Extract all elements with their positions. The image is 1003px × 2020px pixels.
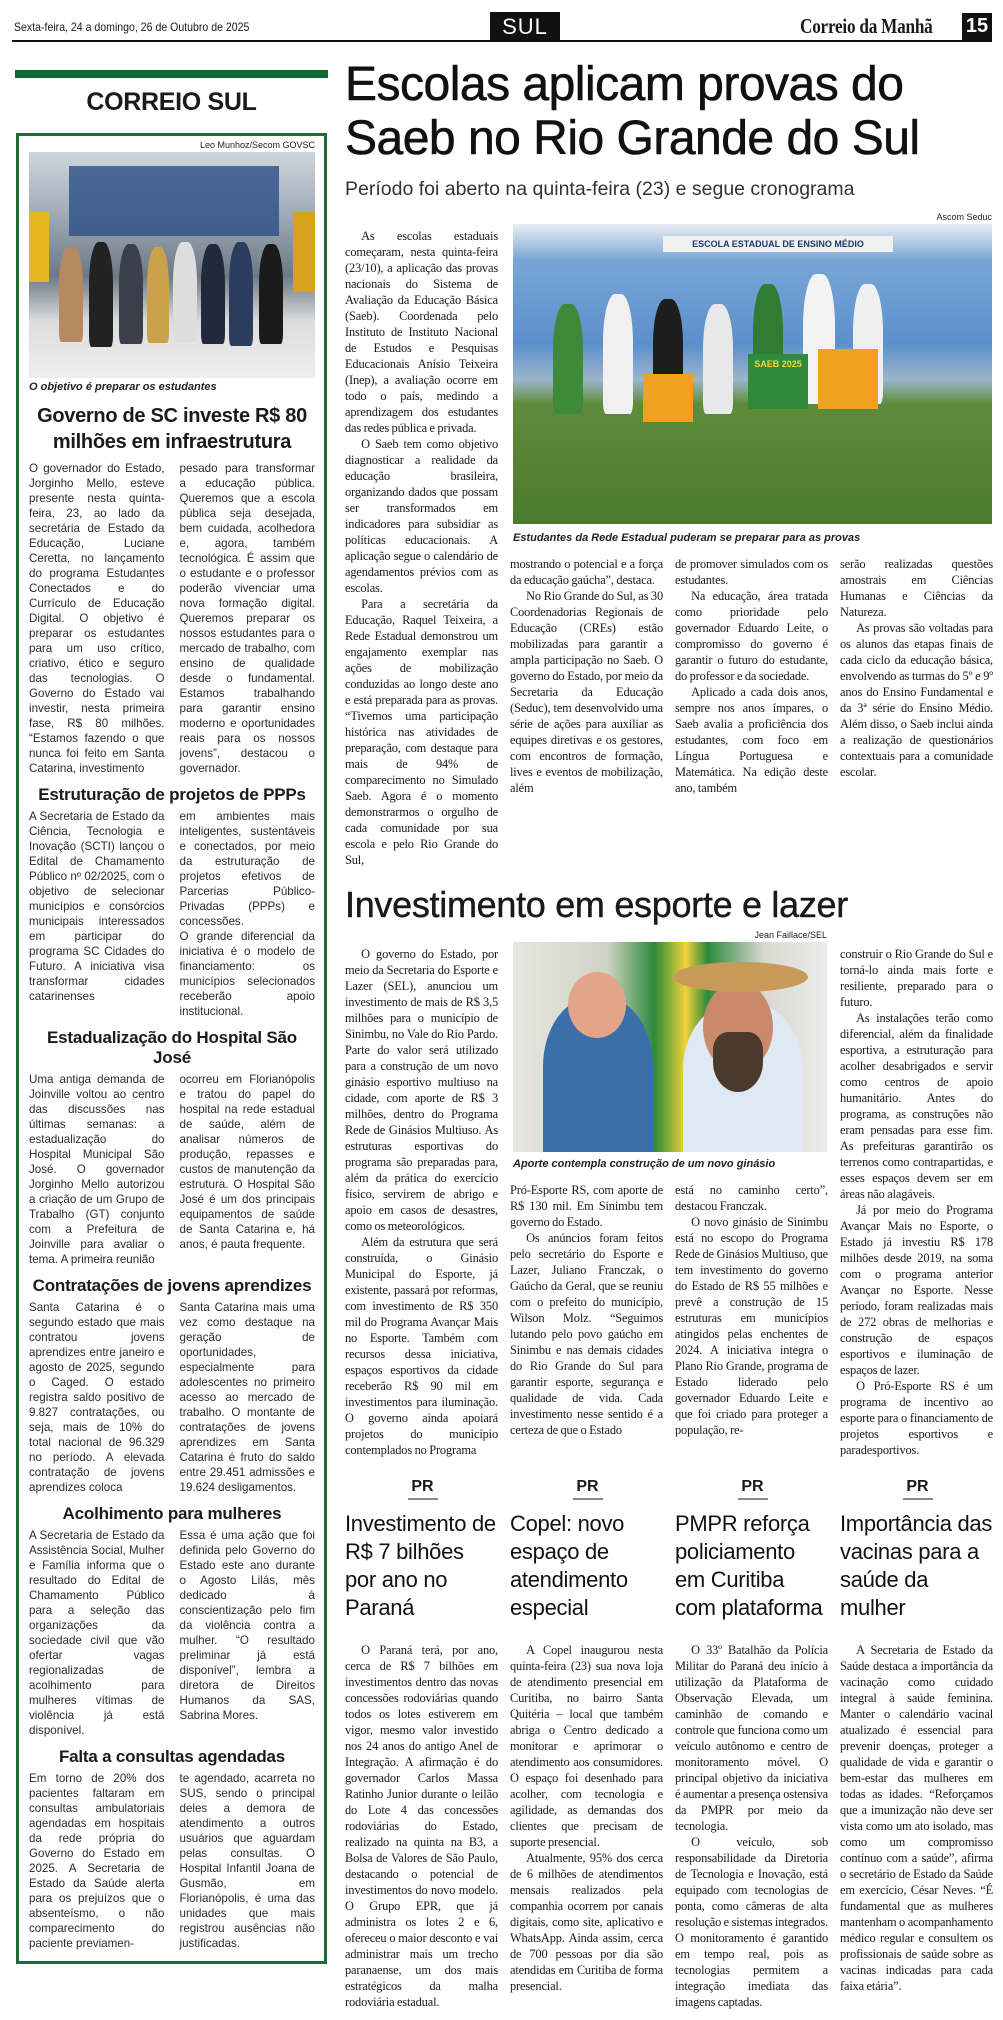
paragraph: mostrando o potencial e a força da educação gaúcha”, destaca.	[510, 557, 663, 587]
saeb-poster: SAEB 2025	[748, 354, 808, 409]
paragraph: serão realizadas questões amostrais em Ciências Humanas e Ciências da Natureza.	[840, 557, 993, 619]
school-sign: ESCOLA ESTADUAL DE ENSINO MÉDIO	[663, 236, 893, 252]
pr-brief	[345, 1478, 500, 2010]
text-column	[29, 461, 165, 776]
brief-body	[29, 1300, 315, 1495]
photo-credit: Jean Faillace/SEL	[754, 930, 827, 940]
article-column	[510, 1182, 663, 1438]
paragraph: Santa Catarina mais uma vez como destaque na geração de oportunidades, especialmente para adolescentes no primeiro acesso ao mercado de trabalho. O montante de contratações de jovens aprendizes em Santa Catarina é fruto do saldo entre 29.451 admissões e 19.624 desligamentos.	[179, 1301, 315, 1494]
sidebar-title: CORREIO SUL	[86, 88, 257, 116]
paragraph: O veículo, sob responsabilidade da Diretoria de Tecnologia e Inovação, está equipado com tecnologias de ponta, como câmeras de alta resolução e sistemas integrados. O monitoramento é garantido em tempo real, pois as tecnologias permitem a integração imediata das imagens captadas.	[675, 1835, 828, 2009]
paragraph: O novo ginásio de Sinimbu está no escopo do Programa Rede de Ginásios Multiuso, que tem investimento do governo do Estado de R$ 55 milhões e prevê a construção de 15 estruturas em municípios atingidos pelas enchentes de 2024. A iniciativa integra o Plano Rio Grande, programa de Estado liderado pelo governador Eduardo Leite e que foi criado para proteger a população, re-	[675, 1215, 828, 1437]
paragraph: está no caminho certo”, destacou Franczak.	[675, 1183, 828, 1213]
brief-title: Importância das vacinas para a saúde da mulher	[840, 1511, 993, 1620]
text-column	[180, 809, 316, 1019]
main-headline: Escolas aplicam provas do Saeb no Rio Grande do Sul	[345, 58, 920, 165]
paragraph: No Rio Grande do Sul, as 30 Coordenadorias Regionais de Educação (CREs) estão mobilizadas para garantir a ampla participação no Saeb. O governo do Estado, por meio da Secretaria da Educação (Seduc), tem desenvolvido uma série de ações para auxiliar as equipes diretivas e os gestores, com encontros de formação, lives e eventos de mobilização, além	[510, 589, 663, 795]
sport-headline: Investimento em esporte e lazer	[345, 884, 848, 925]
state-tag: PR	[573, 1478, 603, 1500]
page-number: 15	[962, 13, 992, 40]
paragraph: ocorreu em Florianópolis e tratou do papel do hospital na rede estadual de saúde, além de analisar números de produção, repasses e custos de manutenção da estrutura. O Hospital São José é um dos principais equipamentos de saúde de Santa Catarina e, há anos, é pauta frequente.	[179, 1073, 315, 1251]
brief-heading: Estruturação de projetos de PPPs	[38, 785, 306, 804]
state-tag: PR	[408, 1478, 438, 1500]
paragraph: Essa é uma ação que foi definida pelo Governo do Estado este ano durante o Agosto Lilás, mês dedicado à conscientização pelo fim da violência contra a mulher. “O resultado preliminar já está disponível”, lembra a diretora de Direitos Humanos da SAS, Sabrina Mores.	[179, 1529, 315, 1722]
text-column	[29, 809, 165, 1019]
correio-sul-box	[16, 133, 327, 1964]
article-column	[345, 228, 498, 868]
main-subtitle: Período foi aberto na quinta-feira (23) e segue cronograma	[345, 178, 855, 200]
article-column	[510, 556, 663, 796]
text-column	[180, 1300, 316, 1495]
article-column	[840, 1642, 993, 1994]
paragraph: O Pró-Esporte RS é um programa de incentivo ao esporte para o financiamento de projetos esportivos e paradesportivos.	[840, 1379, 993, 1457]
paragraph: Uma antiga demanda de Joinville voltou ao centro das discussões nas últimas semanas: a estadualização do Hospital Municipal São José. O governador Jorginho Mello autorizou a criação de um Grupo de Trabalho (GT) conjunto com a Prefeitura de Joinville para avaliar o tema. A primeira reunião	[29, 1073, 165, 1266]
paragraph: A Secretaria de Estado da Ciência, Tecnologia e Inovação (SCTI) lançou o Edital de Chamamento Público nº 02/2025, com o objetivo de selecionar municípios e consórcios municipais interessados em participar do programa SC Cidades do Futuro. A iniciativa visa transformar cidades catarinenses	[29, 810, 165, 1003]
paragraph: Os anúncios foram feitos pelo secretário do Esporte e Lazer, Juliano Franczak, o Gaúcho da Geral, que se reuniu com o prefeito do município, Wilson Molz. “Seguimos lutando pelo povo gaúcho em Sinimbu e nas demais cidades do Rio Grande do Sul para garantir esporte, segurança e qualidade de vida. Cada investimento nesse sentido é a certeza de que o Estado	[510, 1231, 663, 1437]
photo-caption: Estudantes da Rede Estadual puderam se preparar para as provas	[513, 532, 861, 544]
paragraph: pesado para transformar a educação pública. Queremos que a escola pública seja desejada, bem cuidada, acolhedora e, agora, também tecnológica. É assim que o estudante e o professor poderão vivenciar uma nova formação digital. Queremos preparar os nossos estudantes para o mercado de trabalho, com ensino de qualidade desde o fundamental. Estamos trabalhando para garantir ensino moderno e oportunidades reais para os nossos jovens”, destacou o governador.	[179, 462, 315, 775]
paragraph: Além da estrutura que será construída, o Ginásio Municipal do Esporte, já existente, passará por reformas, com investimento de R$ 350 mil do Programa Avançar Mais no Esporte. Também com recursos dessa iniciativa, espaços esportivos da cidade receberão R$ 90 mil em investimentos para iluminação. O governo ainda apoiará projetos do município contemplados no Programa	[345, 1235, 498, 1457]
article-column	[675, 1182, 828, 1438]
brief-title: Investimento de R$ 7 bilhões por ano no Paraná	[345, 1511, 496, 1620]
paragraph: O governador do Estado, Jorginho Mello, esteve presente nesta quinta-feira, 23, ao lado da secretária de Estado da Educação, Luciane Ceretta, no lançamento do programa Estudantes Conectados e do Currículo de Educação Digital. O objetivo é preparar os estudantes para um uso crítico, criativo, ético e seguro das tecnologias. O Governo do Estado vai investir, nesta primeira fase, R$ 80 milhões. “Estamos fazendo o que nunca foi feito em Santa Catarina, investimento	[29, 462, 165, 775]
photo-credit: Leo Munhoz/Secom GOVSC	[199, 140, 315, 150]
brief-title: PMPR reforça policiamento em Curitiba com plataforma	[675, 1511, 823, 1620]
brief-body	[29, 1771, 315, 1951]
paragraph: construir o Rio Grande do Sul e torná-lo ainda mais forte e resiliente, preparado para o futuro.	[840, 947, 993, 1009]
brief-body	[29, 1528, 315, 1738]
paragraph: A Secretaria de Estado da Saúde destaca a importância da vacinação como cuidado integral à saúde feminina. Manter o calendário vacinal atualizado é essencial para prevenir doenças, proteger a qualidade de vida e garantir o bem-estar das mulheres em todas as idades. “Reforçamos que a imunização não deve ser vista como um ato isolado, mas como um compromisso contínuo com a saúde”, afirma o secretário de Estado da Saúde em exercício, César Neves. “É fundamental que as mulheres mantenham o acompanhamento médico regular e consultem os profissionais de saúde sobre as vacinas indicadas para cada faixa etária”.	[840, 1643, 993, 1993]
text-column	[29, 1771, 165, 1951]
paragraph: Aplicado a cada dois anos, sempre nos anos ímpares, o Saeb avalia a proficiência dos estudantes, com foco em Língua Portuguesa e Matemática. Na edição deste ano, também	[675, 685, 828, 795]
pr-brief	[675, 1478, 830, 2010]
paragraph: A Secretaria de Estado da Assistência Social, Mulher e Família informa que o resultado do Edital de Chamamento Público para a seleção das organizações da sociedade civil que vão ofertar vagas regionalizadas de acolhimento para mulheres vítimas de violência já está disponível.	[29, 1529, 165, 1737]
state-tag: PR	[738, 1478, 768, 1500]
article-column	[675, 1642, 828, 2010]
paragraph: te agendado, acarreta no SUS, sendo o principal deles a demora de atendimento a outros usuários que aguardam pelas consultas. O Hospital Infantil Joana de Gusmão, em Florianópolis, é uma das unidades que mais registrou ausências não justificadas.	[179, 1772, 315, 1950]
article-column	[345, 946, 498, 1458]
edition-date: Sexta-feira, 24 a domingo, 26 de Outubro de 2025	[14, 20, 250, 34]
paragraph: O governo do Estado, por meio da Secretaria do Esporte e Lazer (SEL), anunciou um investimento de mais de R$ 3,5 milhões para o município de Sinimbu, no Vale do Rio Pardo. Parte do valor será utilizado para a construção de um novo ginásio esportivo multiuso na cidade, com aporte de R$ 3 milhões, dentro do Programa Rede de Ginásios Multiuso. As estruturas esportivas do programa são preparadas para, além da prática do exercício físico, servirem de abrigo e apoio em casos de desastres, como os meteorológicos.	[345, 947, 498, 1233]
pr-brief	[840, 1478, 995, 1994]
paragraph: As escolas estaduais começaram, nesta quinta-feira (23/10), a aplicação das provas nacionais do Sistema de Avaliação da Educação Básica (Saeb). Coordenada pelo Instituto de Instituto Nacional de Estudos e Pesquisas Educacionais Anísio Teixeira (Inep), a avaliação ocorre em todo o país, medindo a aprendizagem dos estudantes das redes pública e privada.	[345, 229, 498, 435]
text-column	[29, 1072, 165, 1267]
brief-body	[29, 1072, 315, 1267]
newspaper-name: Correio da Manhã	[800, 14, 933, 38]
paragraph: Em torno de 20% dos pacientes faltaram em consultas ambulatoriais agendadas em hospitais da rede própria do Governo do Estado em 2025. A Secretaria de Estado da Saúde alerta para os prejuízos que o absenteísmo, o não comparecimento do paciente previamen-	[29, 1772, 165, 1950]
state-tag: PR	[903, 1478, 933, 1500]
brief-heading: Estadualização do Hospital São José	[46, 1028, 297, 1067]
paragraph: em ambientes mais inteligentes, sustentáveis e conectados, por meio da estruturação de projetos efetivos de Parcerias Público-Privadas (PPPs) e concessões.	[179, 810, 315, 928]
paragraph: O grande diferencial da iniciativa é o modelo de financiamento: os municípios selecionados receberão apoio institucional.	[179, 930, 315, 1018]
paragraph: Já por meio do Programa Avançar Mais no Esporte, o Estado já investiu R$ 178 milhões desde 2019, na soma com o programa anterior Avançar no Esporte. Nesse período, foram realizadas mais de 272 obras de melhorias e construção de espaços esportivos e iluminação de espaços de lazer.	[840, 1203, 993, 1377]
paragraph: As instalações terão como diferencial, além da finalidade esportiva, a estruturação para acolher desabrigados e servir como centros de apoio humanitário. Antes do programa, as construções não eram pensadas para esse fim. As prefeituras garantirão os terrenos como contrapartidas, e esses espaços devem ser em áreas não alagáveis.	[840, 1011, 993, 1201]
text-column	[180, 1072, 316, 1267]
text-column	[180, 461, 316, 776]
paragraph: O Paraná terá, por ano, cerca de R$ 7 bilhões em investimentos dentro das novas concessões rodoviárias quando todos os lotes estiverem em vigor, mesmo valor investido nos 24 anos do antigo Anel de Integração. A afirmação é do governador Carlos Massa Ratinho Junior durante o leilão do Lote 4 das concessões rodoviárias do Estado, realizado na quinta na B3, a Bolsa de Valores de São Paulo, destacando o potencial de investimentos do novo modelo. O Grupo EPR, que já administra os lotes 2 e 6, ofereceu o maior desconto e vai administrar mais um trecho paranaense, um dos mais estratégicos da malha rodoviária estadual.	[345, 1643, 498, 2009]
lead-heading: Governo de SC investe R$ 80 milhões em infraestrutura	[37, 405, 307, 453]
lead-body	[29, 461, 315, 776]
article-column	[675, 556, 828, 796]
pr-brief	[510, 1478, 665, 1994]
brief-heading: Acolhimento para mulheres	[62, 1504, 282, 1523]
text-column	[180, 1528, 316, 1738]
paragraph: O Saeb tem como objetivo diagnosticar a realidade da educação brasileira, organizando dados que possam ser transformados em indicadores para subsidiar as políticas educacionais. A aplicação segue o calendário de agendamentos prévios com as escolas.	[345, 437, 498, 595]
section-label: SUL	[490, 12, 560, 40]
article-column	[510, 1642, 663, 1994]
paragraph: A Copel inaugurou nesta quinta-feira (23) sua nova loja de atendimento presencial em Curitiba, no bairro Santa Quitéria – local que também abriga o Centro dedicado a monitorar e aprimorar o atendimento aos consumidores. O espaço foi desenhado para acolher, com tecnologia e agilidade, as demandas dos clientes que precisam de suporte presencial.	[510, 1643, 663, 1849]
article-column	[840, 556, 993, 780]
photo-credit: Ascom Seduc	[936, 212, 992, 222]
brief-heading: Falta a consultas agendadas	[58, 1747, 286, 1766]
paragraph: Atualmente, 95% dos cerca de 6 milhões de atendimentos mensais realizados pela companhia ocorrem por canais digitais, como site, aplicativo e WhatsApp. Ainda assim, cerca de 700 pessoas por dia são atendidas em Curitiba de forma presencial.	[510, 1851, 663, 1993]
brief-heading: Contratações de jovens aprendizes	[32, 1276, 312, 1295]
paragraph: Pró-Esporte RS, com aporte de R$ 130 mil. Em Sinimbu tem governo do Estado.	[510, 1183, 663, 1229]
paragraph: de promover simulados com os estudantes.	[675, 557, 828, 587]
paragraph: As provas são voltadas para os alunos das etapas finais de cada ciclo da educação básica, envolvendo as turmas do 5º e 9º anos do Ensino Fundamental e da 3ª série do Ensino Médio. Além disso, o Saeb inclui ainda a realização de questionários contextuais para a comunidade escolar.	[840, 621, 993, 779]
article-column	[345, 1642, 498, 2010]
article-column	[840, 946, 993, 1458]
brief-title: Copel: novo espaço de atendimento especial	[510, 1511, 628, 1620]
photo-caption: O objetivo é preparar os estudantes	[29, 381, 217, 393]
text-column	[180, 1771, 316, 1951]
paragraph: Na educação, área tratada como prioridade pelo governador Eduardo Leite, o compromisso do governo é garantir o futuro do estudante, do professor e da sociedade.	[675, 589, 828, 683]
text-column	[29, 1300, 165, 1495]
paragraph: Santa Catarina é o segundo estado que mais contratou jovens aprendizes entre janeiro e agosto de 2025, segundo o Caged. O estado registra saldo positivo de 9.827 contratações, ou seja, mais de 10% do total nacional de 96.329 no período. A elevada contratação de jovens aprendizes coloca	[29, 1301, 165, 1494]
brief-body	[29, 809, 315, 1019]
photo-caption: Aporte contempla construção de um novo ginásio	[513, 1158, 776, 1170]
paragraph: Para a secretária da Educação, Raquel Teixeira, a Rede Estadual demonstrou um engajamento exemplar nas ações de mobilização conduzidas ao longo deste ano e está preparada para as provas. “Tivemos uma participação histórica nas atividades de preparação, com destaque para mais de 94% de comparecimento no Simulado Saeb. Agora é o momento demonstrarmos o orgulho de cada comunidade por sua escola e pelo Rio Grande do Sul,	[345, 597, 498, 867]
officials-photo	[513, 942, 827, 1152]
text-column	[29, 1528, 165, 1738]
paragraph: O 33º Batalhão da Polícia Militar do Paraná deu início à utilização da Plataforma de Observação Elevada, um caminhão de comando e controle que funciona como um veículo autônomo e centro de monitoramento móvel. O principal objetivo da iniciativa é aumentar a presença ostensiva da PMPR por meio da tecnologia.	[675, 1643, 828, 1833]
